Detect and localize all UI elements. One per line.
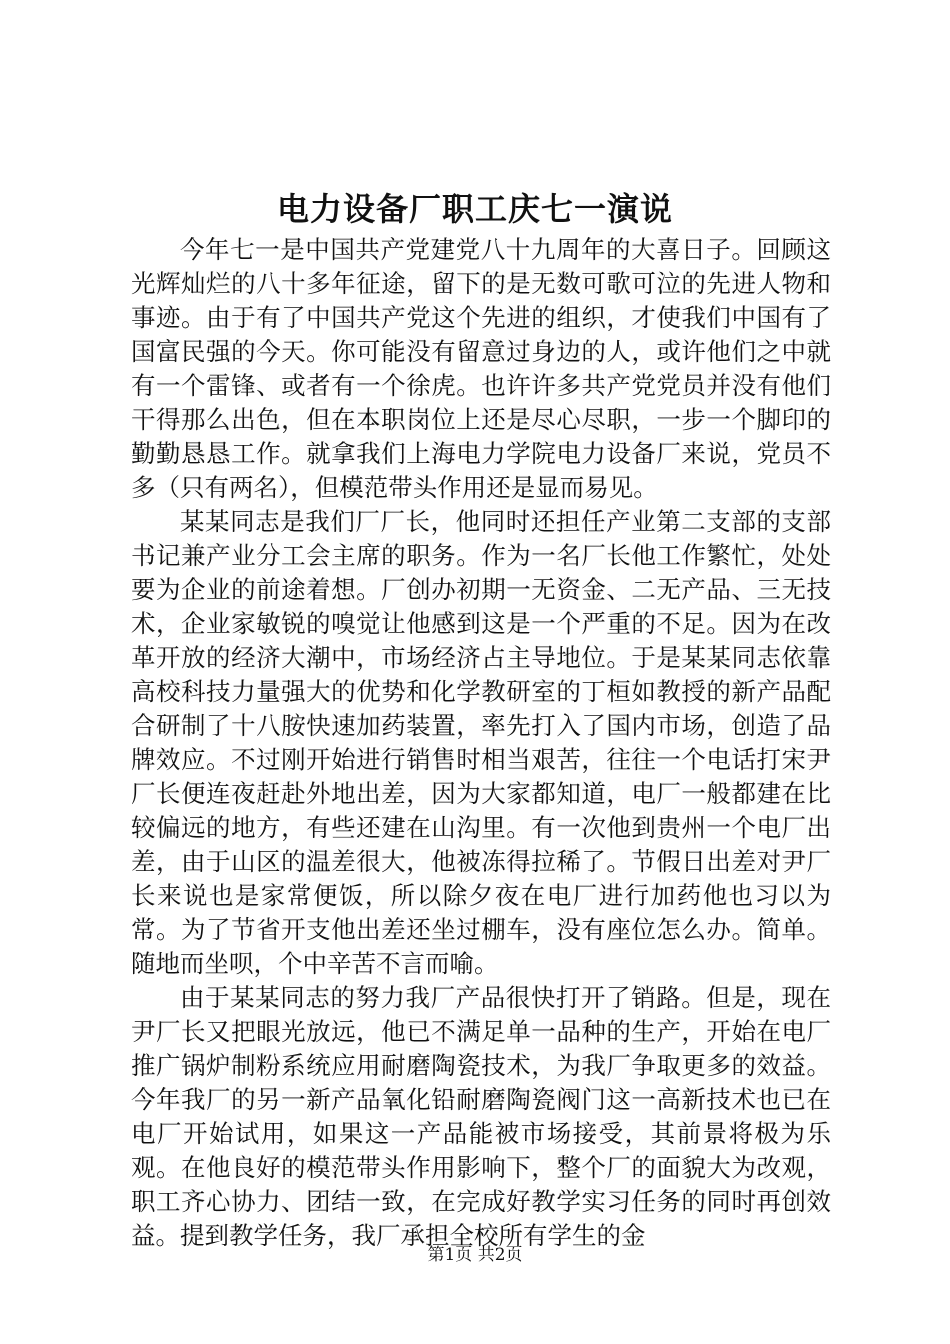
paragraph: 某某同志是我们厂厂长，他同时还担任产业第二支部的支部书记兼产业分工会主席的职务。作为一名厂长他工作繁忙，处处要为企业的前途着想。厂创办初期一无资金、二无产品、三无技术，企业家敏锐的嗅觉让他感到这是一个严重的不足。因为在改革开放的经济大潮中，市场经济占主导地位。于是某某同志依靠高校科技力量强大的优势和化学教研室的丁桓如教授的新产品配合研制了十八胺快速加药装置，率先打入了国内市场，创造了品牌效应。不过刚开始进行销售时相当艰苦，往往一个电话打宋尹厂长便连夜赶赴外地出差，因为大家都知道，电厂一般都建在比较偏远的地方，有些还建在山沟里。有一次他到贵州一个电厂出差，由于山区的温差很大，他被冻得拉稀了。节假日出差对尹厂长来说也是家常便饭，所以除夕夜在电厂进行加药他也习以为常。为了节省开支他出差还坐过棚车，没有座位怎么办。简单。随地而坐呗，个中辛苦不言而喻。 — [131, 507, 831, 978]
paragraph: 由于某某同志的努力我厂产品很快打开了销路。但是，现在尹厂长又把眼光放远，他已不满足单一品种的生产，开始在电厂推广锅炉制粉系统应用耐磨陶瓷技术，为我厂争取更多的效益。今年我厂的另一新产品氧化铅耐磨陶瓷阀门这一高新技术也已在电厂开始试用，如果这一产品能被市场接受，其前景将极为乐观。在他良好的模范带头作用影响下，整个厂的面貌大为改观，职工齐心协力、团结一致，在完成好教学实习任务的同时再创效益。提到教学任务，我厂承担全校所有学生的金 — [131, 983, 831, 1250]
page-footer: 第1页 共2页 — [427, 1245, 523, 1265]
document-body — [131, 233, 831, 1253]
paragraph: 今年七一是中国共产党建党八十九周年的大喜日子。回顾这光辉灿烂的八十多年征途，留下的是无数可歌可泣的先进人物和事迹。由于有了中国共产党这个先进的组织，才使我们中国有了国富民强的今天。你可能没有留意过身边的人，或许他们之中就有一个雷锋、或者有一个徐虎。也许许多共产党党员并没有他们干得那么出色，但在本职岗位上还是尽心尽职，一步一个脚印的勤勤恳恳工作。就拿我们上海电力学院电力设备厂来说，党员不多（只有两名），但模范带头作用还是显而易见。 — [131, 235, 831, 502]
document-title: 电力设备厂职工庆七一演说 — [276, 190, 673, 228]
